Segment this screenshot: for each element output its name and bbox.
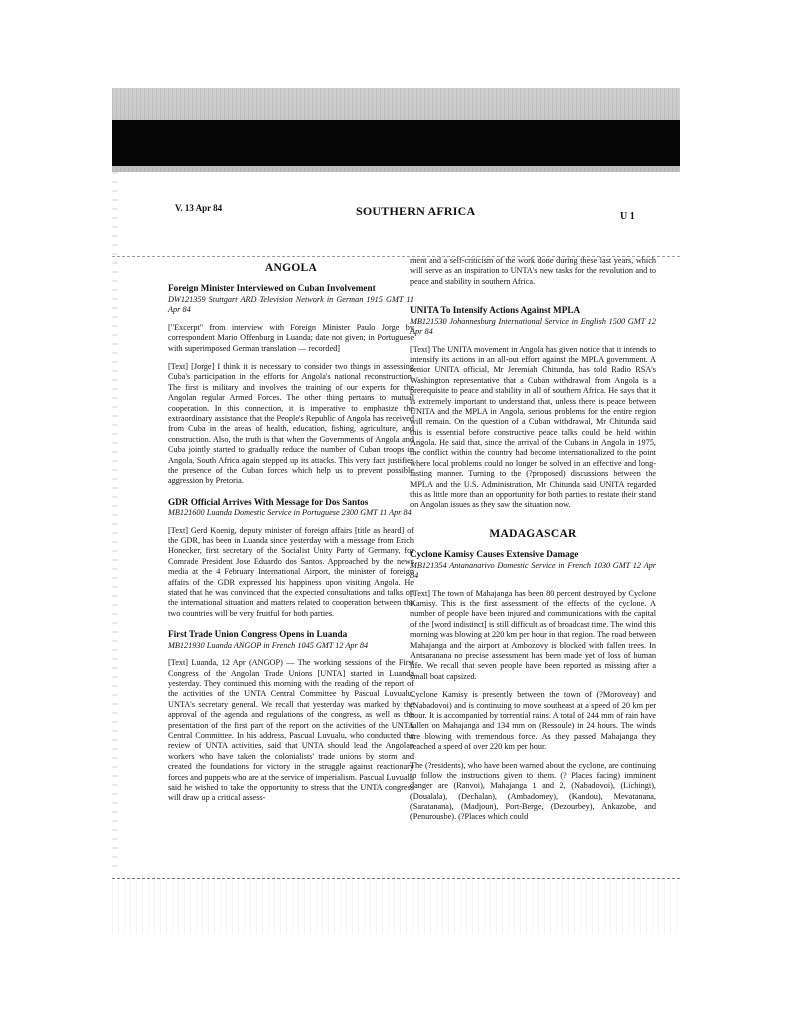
article-foreign-minister <box>168 283 414 486</box>
article-headline: Cyclone Kamisy Causes Extensive Damage <box>410 549 579 560</box>
article-source: MB121930 Luanda ANGOP in French 1045 GMT 12 Apr 84 <box>168 640 369 650</box>
right-column <box>410 256 656 833</box>
article-paragraph: [Text] Luanda, 12 Apr (ANGOP) — The working sessions of the First Congress of the Angolan Trade Unions [UNTA] started in Luanda yesterday. They continued this morning with the reading of the report of the activities of the UNTA Central Committee by Pascual Luvualu, UNTA's secretary general. We recall that yesterday was marked by the approval of the agenda and regulations of the congress, as well as the presentation of the first part of the report on the activities of the UNTA Central Committee. In his address, Pascual Luvualu, who conducted the review of UNTA activities, said that UNTA should lead the Angolan workers who have taken the colonialists' trade unions by storm and created the foundations for victory in the struggle against reactionary forces and puppets who are at the service of imperialism. Pascual Luvualu said he wished to take the opportunity to stress that the UNTA congress will draw up a critical assess- <box>168 658 414 803</box>
article-paragraph: ["Excerpt" from interview with Foreign Minister Paulo Jorge by correspondent Mario Offenburg in Luanda; date not given; in Portuguese with superimposed German translation — recorded] <box>168 322 414 353</box>
article-cyclone <box>410 549 656 823</box>
section-title-madagascar: MADAGASCAR <box>489 527 577 540</box>
article-source: MB121530 Johannesburg International Service in English 1500 GMT 12 Apr 84 <box>410 316 656 337</box>
article-headline: Foreign Minister Interviewed on Cuban Involvement <box>168 283 376 294</box>
article-trade-union <box>168 629 414 803</box>
article-paragraph: The (?residents), who have been warned about the cyclone, are continuing to follow the instructions given to them. (? Places facing) imminent danger are (Ranvoi), Mahajanga 1 and 2, (Nabadovoi), (Lichingi), (Doualala), (Dechalan), (Ambadomey), (Kandou), Mevatanana, (Saratanana), (Madjoun), Port-Berge, (Dezourbey), Ankazobe, and (Penurousbe). (?Places which could <box>410 760 656 822</box>
section-title-angola: ANGOLA <box>264 262 318 274</box>
scan-bottom-noise <box>112 874 680 934</box>
footer-rule <box>112 878 680 879</box>
article-unita <box>410 305 656 511</box>
scan-speckle <box>112 172 118 872</box>
article-paragraph: Cyclone Kamisy is presently between the town of (?Moroveay) and (Nabadovoi) and is continuing to move southeast at a speed of 20 km per hour. It is accompanied by torrential rains. A total of 244 mm of rain have fallen on Mahajanga and 134 mm on (Ressoule) in 24 hours. The winds are blowing with tremendous force. As they passed Mahajanga they reached a speed of over 220 km per hour. <box>410 690 656 752</box>
article-paragraph: [Text] [Jorge] I think it is necessary to consider two things in assessing Cuba's participation in the efforts for Angola's national reconstruction. The first is military and involves the training of our experts for the Angolan regular Armed Forces. The other thing pertains to mutual cooperation. In this connection, it is imperative to emphasize the extraordinary assistance that the People's Republic of Angola has received from Cuba in the areas of health, education, fishing, agriculture, and construction. Also, the truth is that when the Governments of Angola and Cuba jointly started to gradually reduce the number of Cuban troops in Angola, South Africa again stepped up its attacks. This very fact justifies the presence of the Cuban forces which help us to prevent possible aggression by Pretoria. <box>168 362 414 486</box>
article-source: MB121600 Luanda Domestic Service in Portuguese 2300 GMT 11 Apr 84 <box>168 508 412 518</box>
scan-black-band <box>112 120 680 166</box>
article-headline: First Trade Union Congress Opens in Luanda <box>168 629 348 640</box>
article-source: MB121354 Antananarivo Domestic Service in French 1030 GMT 12 Apr 84 <box>410 560 656 581</box>
article-continuation: ment and a self-criticism of the work done during these last years, which will serve as an inspiration to UNTA's new tasks for the revolution and to peace and stability in southern Africa. <box>410 256 656 286</box>
article-source: DW121359 Stuttgart ARD Television Network in German 1915 GMT 11 Apr 84 <box>168 295 414 315</box>
page-title: SOUTHERN AFRICA <box>356 204 476 218</box>
left-column <box>168 261 414 814</box>
article-headline: GDR Official Arrives With Message for Dos Santos <box>168 496 369 507</box>
page-number: U 1 <box>620 211 635 222</box>
article-paragraph: [Text] Gerd Koenig, deputy minister of foreign affairs [title as heard] of the GDR, has been in Luanda since yesterday with a message from Erich Honecker, first secretary of the Socialist Unity Party of Germany, for Comrade President Jose Eduardo dos Santos. Approached by the news media at the 4 February International Airport, the minister of foreign affairs of the GDR expressed his happiness upon visiting Angola. He stated that he was convinced that the expected consultations and talks on the international situation and matters related to cooperation between the two countries will be very fruitful for both parties. <box>168 525 414 618</box>
page-section-date: V. 13 Apr 84 <box>175 203 223 213</box>
article-paragraph: [Text] The town of Mahajanga has been 80 percent destroyed by Cyclone Kamisy. This is the first assessment of the effects of the cyclone. A number of people have been injured and communications with the capital of the [word indistinct] is still difficult as of broadcast time. The wind this morning was blowing at 220 km per hour in that region. The road between Mahajanga and the airport at Ambozovy is blocked with fallen trees. In Antsaranana no precise assessment has been made yet of loss of human life. We recall that seven people have been reported as missing after a small boat capsized. <box>410 588 656 681</box>
article-headline: UNITA To Intensify Actions Against MPLA <box>410 305 581 316</box>
article-gdr-official <box>168 497 414 620</box>
article-paragraph: [Text] The UNITA movement in Angola has given notice that it intends to intensify its actions in an all-out effort against the MPLA government. A senior UNITA official, Mr Jeremiah Chitunda, has told Radio RSA's Washington representative that a Cuban withdrawal from Angola is a prerequisite to peace and stability in all of southern Africa. He says that it is extremely important to understand that, unless there is peace between UNITA and the MPLA in Angola, serious problems for the entire region will remain. On the question of a Cuban withdrawal, Mr Chitunda said this is essential before constructive peace talks could be held within Angola. He said that, since the arrival of the Cubans in Angola in 1975, the conflict within the country had become internationalized to the point where local problems could no longer be solved in an effective and long-lasting manner. Turning to the (?proposed) discussions between the MPLA and the U.S. Administration, Mr Chitunda said UNITA regarded this as little more than an opportunity for both parties to restate their stand on Angolan issues as they saw the situation now. <box>410 344 656 510</box>
